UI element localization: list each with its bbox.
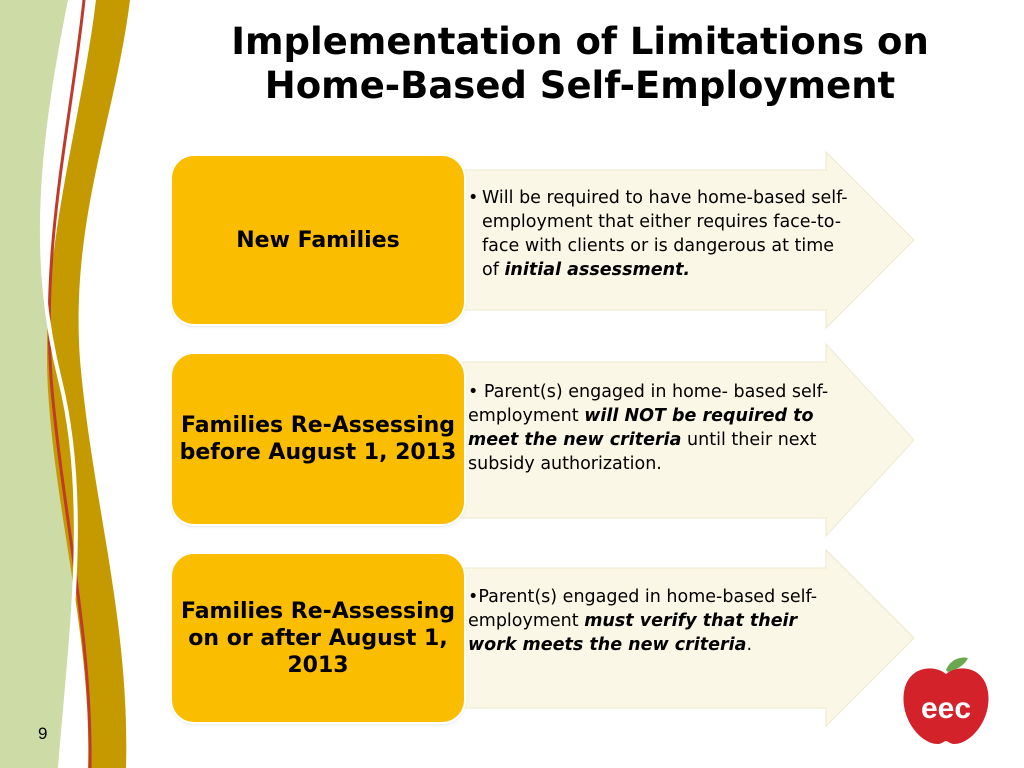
slide-title <box>150 20 1010 108</box>
title-line-1: Implementation of Limitations on <box>231 20 929 63</box>
description-text: •Parent(s) engaged in home-based self-employment must verify that their work meets the new criteria. <box>468 587 818 655</box>
bullet-dot: • <box>468 188 479 208</box>
description-text: • Parent(s) engaged in home- based self-employment will NOT be required to meet the new criteria until their next subsidy authorization. <box>468 382 829 474</box>
logo-text: eec <box>920 692 972 725</box>
description-text: • Will be required to have home-based self-employment that either requires face-to-face with clients or is dangerous at time of initial assessment. <box>468 188 848 280</box>
decorative-side-band <box>0 0 140 768</box>
category-box: New Families <box>172 156 464 324</box>
category-box: Families Re-Assessing on or after August 1, 2013 <box>172 554 464 722</box>
page-number: 9 <box>38 724 48 743</box>
apple-logo-icon <box>898 656 994 748</box>
title-line-2: Home-Based Self-Employment <box>264 64 896 107</box>
category-box: Families Re-Assessing before August 1, 2013 <box>172 354 464 524</box>
